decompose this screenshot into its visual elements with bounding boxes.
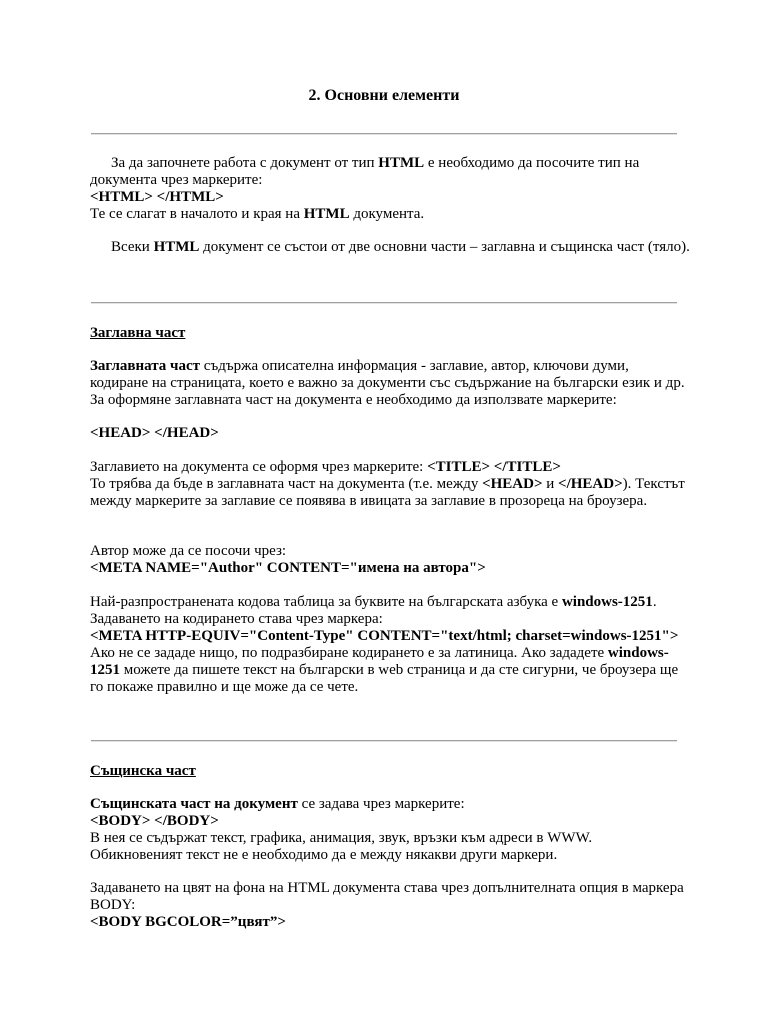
text-run: можете да пишете текст на български в web страница и да сте сигурни, че броузера ще го покаже правилно и ще може да се чете. xyxy=(90,662,679,695)
bold-run: Заглавната част xyxy=(90,358,201,374)
text-run: документа. xyxy=(349,206,425,222)
body-paragraph-1 xyxy=(90,796,690,864)
body-paragraph-2 xyxy=(90,880,690,931)
bold-run: HTML xyxy=(303,206,350,222)
html-tags-code: <HTML> </HTML> xyxy=(90,189,224,205)
head-paragraph-3 xyxy=(90,543,690,577)
intro-paragraph-2 xyxy=(90,206,690,223)
text-run: Заглавието на документа се оформя чрез маркерите: xyxy=(90,459,428,475)
bold-run: </HEAD> xyxy=(558,476,623,492)
bold-run: <HEAD> xyxy=(482,476,543,492)
bgcolor-code: <BODY BGCOLOR=”цвят”> xyxy=(90,914,286,930)
bold-run: windows-1251 xyxy=(90,645,669,678)
intro-paragraph xyxy=(90,155,690,189)
page-title: 2. Основни елементи xyxy=(308,87,460,104)
intro-paragraph-3 xyxy=(90,239,690,256)
horizontal-rule xyxy=(91,133,677,135)
text-run: Ако не се зададе нищо, по подразбиране кодирането е за латиница. Ако зададете xyxy=(90,645,608,661)
body-tags-code: <BODY> </BODY> xyxy=(90,813,219,829)
text-run: ). Текстът между маркерите за заглавие се появява в ивицата за заглавие в прозореца на броузера. xyxy=(90,476,685,509)
bold-run: <TITLE> </TITLE> xyxy=(427,459,561,475)
text-run: Най-разпространената кодова таблица за буквите на българската азбука е xyxy=(90,594,562,610)
head-tags-code: <HEAD> </HEAD> xyxy=(90,425,219,441)
text-run: е необходимо да посочите тип на документа чрез маркерите: xyxy=(90,155,640,188)
text-run: и xyxy=(542,476,559,492)
head-paragraph-4 xyxy=(90,594,690,696)
meta-author-code: <META NAME="Author" CONTENT="имена на автора"> xyxy=(90,560,486,576)
bold-run: windows-1251 xyxy=(561,594,653,610)
head-paragraph-1 xyxy=(90,358,690,409)
text-run: В нея се съдържат текст, графика, анимация, звук, връзки към адреси в WWW. xyxy=(90,830,593,846)
bold-run: Същинската част на документ xyxy=(90,796,298,812)
text-run: . Задаването на кодирането става чрез маркера: xyxy=(90,594,657,627)
text-run: Те се слагат в началото и края на xyxy=(90,206,304,222)
section-heading-head: Заглавна част xyxy=(90,325,186,341)
text-run: документ се състои от две основни части – заглавна и същинска част (тяло). xyxy=(199,239,690,255)
section-heading-body: Същинска част xyxy=(90,763,196,779)
head-paragraph-2 xyxy=(90,459,690,510)
text-run: Задаването на цвят на фона на HTML документа става чрез допълнителната опция в маркера BODY: xyxy=(90,880,684,913)
text-run: За да започнете работа с документ от тип xyxy=(111,155,379,171)
text-run: се задава чрез маркерите: xyxy=(297,796,465,812)
bold-run: HTML xyxy=(378,155,425,171)
text-run: Автор може да се посочи чрез: xyxy=(90,543,287,559)
text-run: Обикновеният текст не е необходимо да е между някакви други маркери. xyxy=(90,847,558,863)
text-run: Всеки xyxy=(111,239,154,255)
text-run: съдържа описателна информация - заглавие, автор, ключови думи, кодиране на страницата, което е важно за документи със съдържание на български език и др. За оформяне заглавната част на документа е необходимо да използвате маркерите: xyxy=(90,358,685,408)
horizontal-rule xyxy=(91,740,677,742)
meta-charset-code: <META HTTP-EQUIV="Content-Type" CONTENT="text/html; charset=windows-1251"> xyxy=(90,628,679,644)
text-run: То трябва да бъде в заглавната част на документа (т.е. между xyxy=(90,476,483,492)
bold-run: HTML xyxy=(153,239,200,255)
horizontal-rule xyxy=(91,302,677,304)
